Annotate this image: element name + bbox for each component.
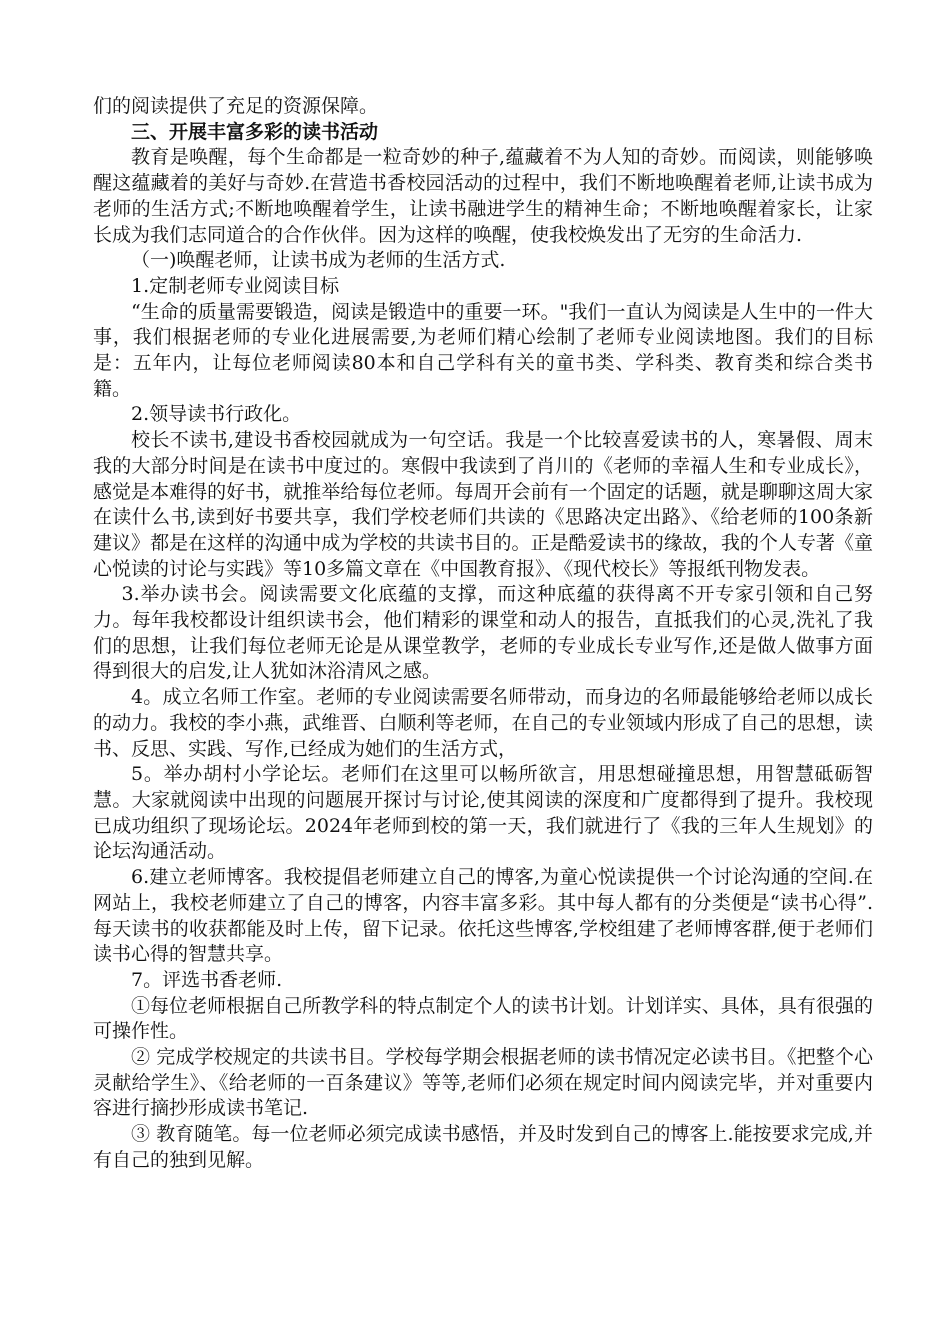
- paragraph-subitem-3: ③ 教育随笔。每一位老师必须完成读书感悟，并及时发到自己的博客上.能按要求完成,并有自己的独到见解。: [93, 1123, 873, 1171]
- paragraph-intro: 教育是唤醒，每个生命都是一粒奇妙的种子,蕴藏着不为人知的奇妙。而阅读，则能够唤醒这蕴藏着的美好与奇妙.在营造书香校园活动的过程中，我们不断地唤醒着老师,让读书成为老师的生活方式;不断地唤醒着学生，让读书融进学生的精神生命；不断地唤醒着家长，让家长成为我们志同道合的合作伙伴。因为这样的唤醒，使我校焕发出了无穷的生命活力.: [93, 146, 873, 246]
- section-heading: 三、开展丰富多彩的读书活动: [131, 120, 379, 143]
- item-heading-1: 1.定制老师专业阅读目标: [131, 274, 340, 297]
- paragraph-continuation: 们的阅读提供了充足的资源保障。: [93, 95, 379, 117]
- document-page: [93, 94, 873, 1174]
- paragraph-item-6: 6.建立老师博客。我校提倡老师建立自己的博客,为童心悦读提供一个讨论沟通的空间.在网站上，我校老师建立了自己的博客，内容丰富多彩。其中每人都有的分类便是“读书心得”.每天读书的收获都能及时上传，留下记录。依托这些博客,学校组建了老师博客群,便于老师们读书心得的智慧共享。: [93, 866, 873, 966]
- paragraph-item-5: 5。举办胡村小学论坛。老师们在这里可以畅所欲言，用思想碰撞思想，用智慧砥砺智慧。大家就阅读中出现的问题展开探讨与讨论,使其阅读的深度和广度都得到了提升。我校现已成功组织了现场论坛。2024年老师到校的第一天，我们就进行了《我的三年人生规划》的论坛沟通活动。: [93, 763, 873, 863]
- item-heading-7: 7。评选书香老师.: [131, 968, 283, 991]
- paragraph-item-2: 校长不读书,建设书香校园就成为一句空话。我是一个比较喜爱读书的人，寒暑假、周末我的大部分时间是在读书中度过的。寒假中我读到了肖川的《老师的幸福人生和专业成长》，感觉是本难得的好书，就推举给每位老师。每周开会前有一个固定的话题，就是聊聊这周大家在读什么书,读到好书要共享，我们学校老师们共读的《思路决定出路》、《给老师的100条新建议》都是在这样的沟通中成为学校的共读书目的。正是酷爱读书的缘故，我的个人专著《童心悦读的讨论与实践》等10多篇文章在《中国教育报》、《现代校长》等报纸刊物发表。: [93, 429, 873, 580]
- paragraph-subitem-2: ② 完成学校规定的共读书目。学校每学期会根据老师的读书情况定必读书目。《把整个心灵献给学生》、《给老师的一百条建议》等等,老师们必须在规定时间内阅读完毕，并对重要内容进行摘抄形成读书笔记.: [93, 1046, 873, 1120]
- paragraph-subitem-1: ①每位老师根据自己所教学科的特点制定个人的读书计划。计划详实、具体，具有很强的可操作性。: [93, 994, 873, 1043]
- paragraph-item-1: “生命的质量需要锻造，阅读是锻造中的重要一环。"我们一直认为阅读是人生中的一件大事，我们根据老师的专业化进展需要,为老师们精心绘制了老师专业阅读地图。我们的目标是：五年内，让每位老师阅读80本和自己学科有关的童书类、学科类、教育类和综合类书籍。: [93, 300, 873, 400]
- subsection-heading: （一)唤醒老师，让读书成为老师的生活方式.: [131, 249, 506, 272]
- paragraph-item-4: 4。成立名师工作室。老师的专业阅读需要名师带动，而身边的名师最能够给老师以成长的动力。我校的李小燕，武维晋、白顺利等老师，在自己的专业领域内形成了自己的思想，读书、反思、实践、写作,已经成为她们的生活方式，: [93, 686, 873, 760]
- item-heading-2: 2.领导读书行政化。: [131, 403, 302, 426]
- paragraph-item-3: 3.举办读书会。阅读需要文化底蕴的支撑，而这种底蕴的获得离不开专家引领和自己努力。每年我校都设计组织读书会，他们精彩的课堂和动人的报告，直抵我们的心灵,洗礼了我们的思想，让我们每位老师无论是从课堂教学，老师的专业成长专业写作,还是做人做事方面得到很大的启发,让人犹如沐浴清风之感。: [93, 583, 873, 683]
